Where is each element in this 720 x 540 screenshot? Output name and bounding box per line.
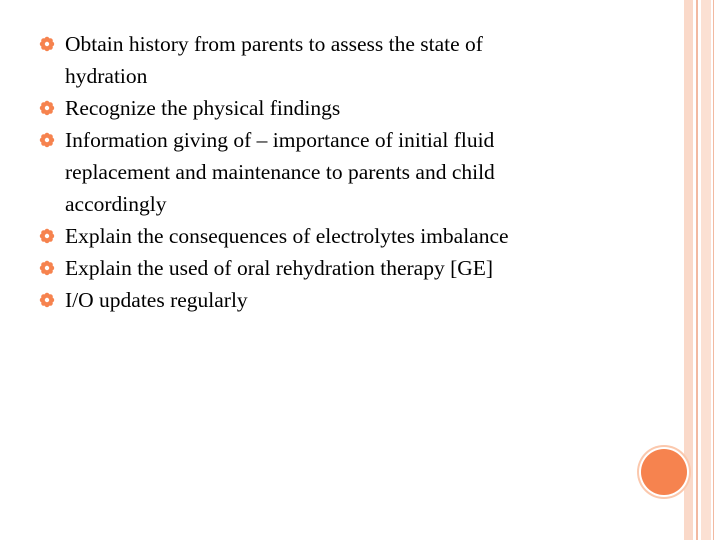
bullet-line: Explain the consequences of electrolytes imbalance: [65, 224, 509, 248]
gear-flower-icon: [39, 36, 55, 52]
bullet-list: [0, 28, 640, 316]
bullet-item: [0, 92, 640, 124]
bullet-line: I/O updates regularly: [65, 288, 248, 312]
decorative-stripe: [684, 0, 693, 540]
bullet-item: [0, 252, 640, 284]
bullet-item: [0, 284, 640, 316]
gear-flower-icon: [39, 132, 55, 148]
bullet-line: Obtain history from parents to assess the state of: [65, 32, 483, 56]
bullet-item: [0, 220, 640, 252]
gear-flower-icon: [39, 100, 55, 116]
bullet-line: Information giving of – importance of initial fluid: [65, 128, 495, 152]
bullet-item: [0, 124, 640, 220]
decorative-stripe: [701, 0, 711, 540]
decorative-stripe-thin: [696, 0, 698, 540]
gear-flower-icon: [39, 228, 55, 244]
bullet-line: replacement and maintenance to parents and child: [65, 160, 495, 184]
decorative-circle: [641, 449, 687, 495]
gear-flower-icon: [39, 260, 55, 276]
bullet-line: Recognize the physical findings: [65, 96, 341, 120]
decorative-stripe-thin: [713, 0, 714, 540]
bullet-item: [0, 28, 640, 92]
bullet-line: hydration: [65, 64, 148, 88]
bullet-line: accordingly: [65, 192, 167, 216]
gear-flower-icon: [39, 292, 55, 308]
bullet-line: Explain the used of oral rehydration therapy [GE]: [65, 256, 494, 280]
